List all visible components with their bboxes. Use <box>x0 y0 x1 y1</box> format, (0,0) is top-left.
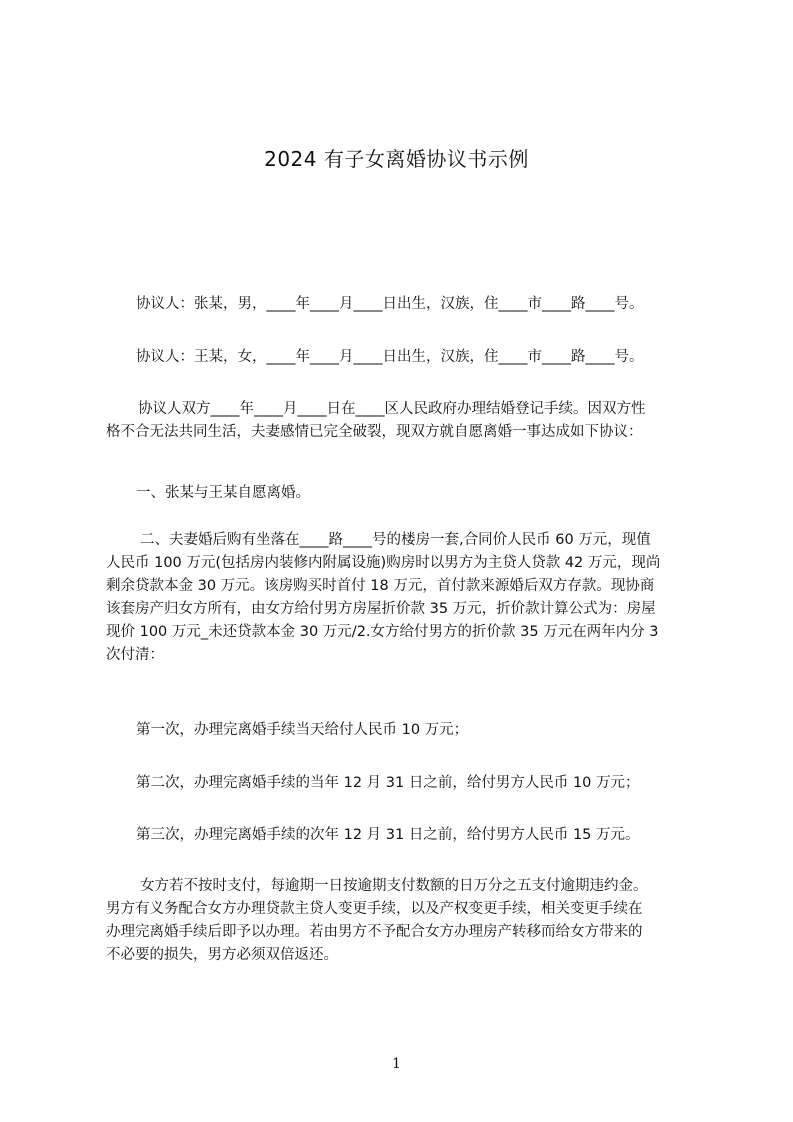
party-one-paragraph: 协议人：张某，男，____年____月____日出生，汉族，住____市____路____号。 <box>136 296 644 312</box>
clause-two-line: 现价 100 万元_未还贷款本金 30 万元/2.女方给付男方的折价款 35 万元在两年内分 3 <box>106 624 659 640</box>
party-two-paragraph: 协议人：王某，女，____年____月____日出生，汉族，住____市____路____号。 <box>136 349 644 365</box>
clause-two-line: 该套房产归女方所有，由女方给付男方房屋折价款 35 万元，折价款计算公式为：房屋 <box>106 601 656 617</box>
clause-two-line: 剩余贷款本金 30 万元。该房购买时首付 18 万元，首付款来源婚后双方存款。现协商 <box>106 578 655 594</box>
clause-two-line: 次付清： <box>106 647 164 663</box>
penalty-line: 不必要的损失，男方必须双倍返还。 <box>106 947 338 963</box>
page-number: 1 <box>392 1056 401 1072</box>
intro-paragraph <box>106 398 706 444</box>
payment-three-paragraph: 第三次，办理完离婚手续的次年 12 月 31 日之前，给付男方人民币 15 万元。 <box>136 827 640 843</box>
penalty-paragraph <box>106 875 706 967</box>
clause-two-line: 二、夫妻婚后购有坐落在____路____号的楼房一套,合同价人民币 60 万元，现值 <box>140 532 651 548</box>
penalty-line: 男方有义务配合女方办理贷款主贷人变更手续，以及产权变更手续，相关变更手续在 <box>106 901 643 917</box>
clause-two-paragraph <box>106 529 706 667</box>
intro-line: 格不合无法共同生活，夫妻感情已完全破裂，现双方就自愿离婚一事达成如下协议： <box>106 424 643 440</box>
clause-one-paragraph: 一、张某与王某自愿离婚。 <box>136 485 310 501</box>
penalty-line: 办理完离婚手续后即予以办理。若由男方不予配合女方办理房产转移而给女方带来的 <box>106 924 643 940</box>
intro-line: 协议人双方____年____月____日在____区人民政府办理结婚登记手续。因双方性 <box>138 401 646 417</box>
payment-one-paragraph: 第一次，办理完离婚手续当天给付人民币 10 万元； <box>136 722 469 738</box>
penalty-line: 女方若不按时支付，每逾期一日按逾期支付数额的日万分之五支付逾期违约金。 <box>140 878 648 894</box>
document-title: 2024 有子女离婚协议书示例 <box>264 147 529 171</box>
payment-two-paragraph: 第二次，办理完离婚手续的当年 12 月 31 日之前，给付男方人民币 10 万元； <box>136 775 640 791</box>
clause-two-line: 人民币 100 万元(包括房内装修内附属设施)购房时以男方为主贷人贷款 42 万元，现尚 <box>106 555 661 571</box>
